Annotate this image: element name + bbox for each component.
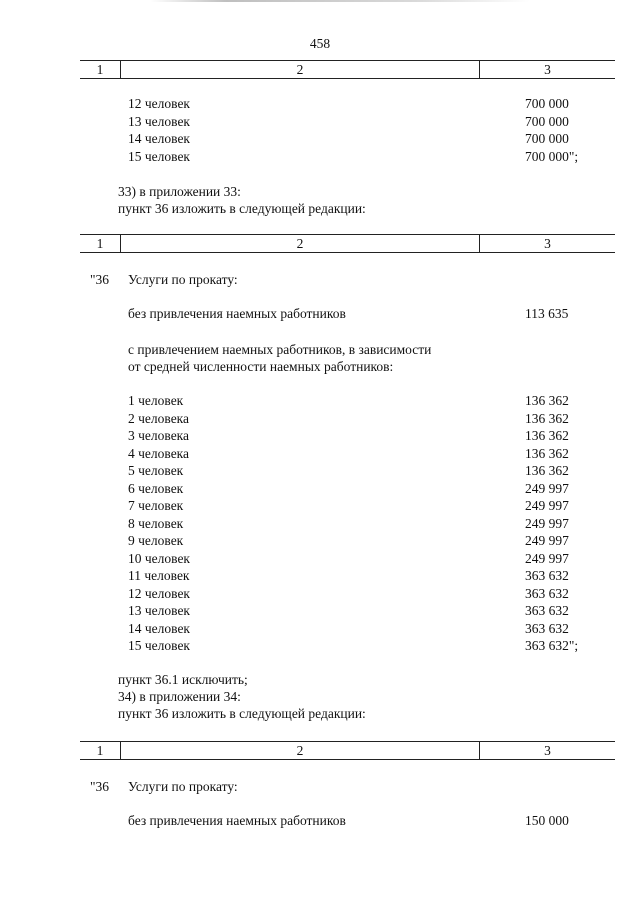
- row-label: 15 человек: [128, 638, 190, 653]
- list-item: [0, 462, 640, 480]
- row-value: 150 000: [525, 813, 569, 828]
- row-label: 9 человек: [128, 533, 184, 548]
- row-value: 363 632: [525, 620, 569, 636]
- column-header-3: 3: [544, 62, 551, 77]
- column-header-2: 2: [121, 235, 480, 252]
- row-label: 15 человек: [128, 148, 190, 164]
- list-item: [0, 585, 640, 603]
- amendment-33-instruction: пункт 36 изложить в следующей редакции:: [118, 201, 366, 216]
- column-header-1: 1: [80, 61, 121, 78]
- list-item: [0, 113, 640, 131]
- table-header-2: [80, 234, 615, 253]
- row-label: 10 человек: [128, 550, 190, 566]
- row-value: 249 997: [525, 550, 569, 566]
- row-value: 249 997: [525, 498, 569, 513]
- item-number: "36: [90, 779, 110, 794]
- row-value: 700 000";: [525, 148, 579, 164]
- row-label: 12 человек: [128, 585, 190, 601]
- list-item: [0, 427, 640, 445]
- row-label: 14 человек: [128, 620, 190, 636]
- row-label: 13 человек: [128, 113, 190, 129]
- row-label: 8 человек: [128, 515, 184, 531]
- list-item: [0, 130, 640, 148]
- row-label: 3 человека: [128, 428, 190, 443]
- list-item: [0, 480, 640, 498]
- row-value: 363 632";: [525, 638, 579, 653]
- row-value: 363 632: [525, 585, 569, 601]
- page-number: 458: [309, 36, 331, 51]
- amendment-34-instruction: пункт 36 изложить в следующей редакции:: [118, 706, 366, 721]
- amendment-33-heading: 33) в приложении 33:: [118, 184, 241, 199]
- list-item: [0, 567, 640, 585]
- amendment-34-heading: 34) в приложении 34:: [118, 689, 241, 704]
- row-value: 136 362: [525, 445, 569, 461]
- list-item: [0, 410, 640, 428]
- row-value: 136 362: [525, 393, 569, 408]
- row-label: 12 человек: [128, 96, 190, 111]
- row-value: 249 997: [525, 515, 569, 531]
- list-item: [0, 445, 640, 463]
- column-header-2: 2: [121, 742, 480, 759]
- row-value: 249 997: [525, 480, 569, 496]
- row-value: 363 632: [525, 603, 569, 618]
- list-item: [0, 532, 640, 550]
- column-header-1: 1: [80, 742, 121, 759]
- list-item: [0, 148, 640, 166]
- column-header-2: 2: [121, 61, 480, 78]
- table-header-3: [80, 741, 615, 760]
- item-title: Услуги по прокату:: [128, 779, 238, 794]
- without-employees-row: [0, 812, 640, 830]
- column-header-3: 3: [544, 236, 551, 251]
- row-label: 14 человек: [128, 131, 190, 146]
- row-label: 1 человек: [128, 393, 184, 408]
- item-number: "36: [90, 272, 110, 287]
- list-item: [0, 497, 640, 515]
- row-label: 4 человека: [128, 445, 190, 461]
- list-item: [0, 392, 640, 410]
- with-employees-line2: от средней численности наемных работников:: [128, 359, 394, 374]
- row-value: 700 000: [525, 96, 569, 111]
- scan-edge-artifact: [150, 0, 530, 2]
- exclude-36-1-line: пункт 36.1 исключить;: [118, 672, 248, 687]
- column-header-1: 1: [80, 235, 121, 252]
- row-label: 11 человек: [128, 568, 190, 583]
- table-header-1: [80, 60, 615, 79]
- list-item: [0, 550, 640, 568]
- list-item: [0, 95, 640, 113]
- row-value: 700 000: [525, 113, 569, 129]
- list-item: [0, 620, 640, 638]
- row-value: 136 362: [525, 410, 569, 426]
- list-item: [0, 637, 640, 655]
- row-label: 7 человек: [128, 498, 184, 513]
- row-label: 2 человека: [128, 410, 190, 426]
- row-value: 113 635: [525, 306, 569, 321]
- list-item: [0, 602, 640, 620]
- row-value: 136 362: [525, 463, 569, 478]
- row-label: без привлечения наемных работников: [128, 306, 346, 321]
- row-label: 6 человек: [128, 480, 184, 496]
- row-label: без привлечения наемных работников: [128, 813, 346, 828]
- row-value: 700 000: [525, 131, 569, 146]
- without-employees-row: [0, 305, 640, 323]
- with-employees-line1: с привлечением наемных работников, в зависимости: [128, 342, 432, 357]
- row-label: 13 человек: [128, 603, 190, 618]
- row-value: 249 997: [525, 533, 569, 548]
- item-title: Услуги по прокату:: [128, 272, 238, 287]
- row-value: 136 362: [525, 428, 569, 443]
- list-item: [0, 515, 640, 533]
- row-label: 5 человек: [128, 463, 184, 478]
- row-value: 363 632: [525, 568, 569, 583]
- column-header-3: 3: [544, 743, 551, 758]
